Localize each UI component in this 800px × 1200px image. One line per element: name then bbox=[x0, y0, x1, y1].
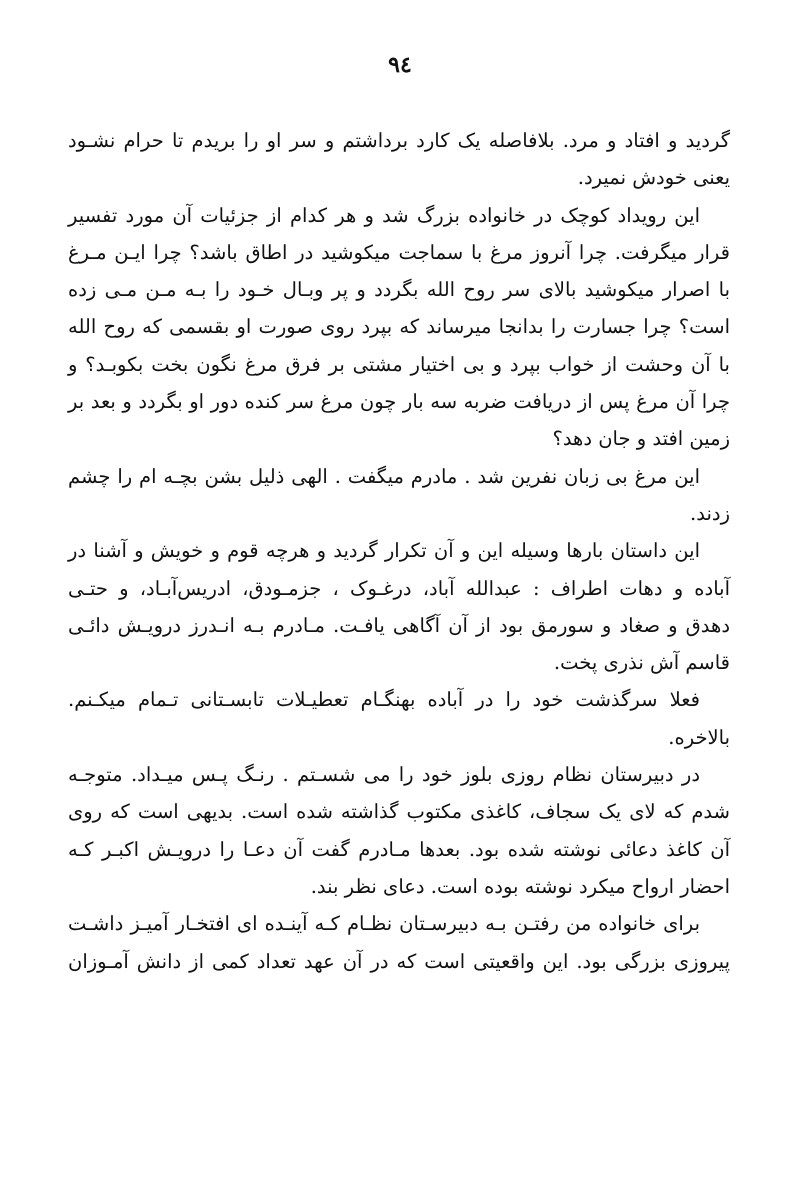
text-line: با اصرار میکوشید بالای سر روح الله بگردد و پر وبـال خـود را بـه مـن مـی زده bbox=[68, 278, 730, 302]
text-line: قرار میگرفت. چرا آنروز مرغ با سماجت میکوشید در اطاق باشد؟ چرا ایـن مـرغ bbox=[68, 240, 730, 264]
text-line: این رویداد کوچک در خانواده بزرگ شد و هر کدام از جزئیات آن مورد تفسیر bbox=[68, 203, 700, 227]
text-line: فعلا سرگذشت خود را در آباده بهنگـام تعطیـلات تابسـتانی تـمام میکـنم. bbox=[68, 688, 701, 712]
text-line: آباده و دهات اطراف : عبدالله آباد، درغـوک ، جزمـودق، ادریس‌آبـاد، و حتـی bbox=[68, 576, 730, 600]
text-line: قاسم آش نذری پخت. bbox=[553, 651, 730, 675]
text-line: دهدق و صغاد و سورمق بود از آن آگاهی یافـت. مـادرم بـه انـدرز درویـش دائـی bbox=[68, 613, 730, 637]
text-line: آن کاغذ دعائی نوشته شده بود. بعدها مـادرم گفت آن دعـا را درویـش اکبـر کـه bbox=[68, 837, 730, 861]
text-line: این داستان بارها وسیله این و آن تکرار گردید و هرچه قوم و خویش و آشنا در bbox=[68, 539, 700, 563]
text-line: یعنی خودش نمیرد. bbox=[577, 166, 730, 190]
text-line: این مرغ بی زبان نفرین شد . مادرم میگفت . الهی ذلیل بشن بچـه ام را چشم bbox=[68, 464, 700, 488]
page-number: ٩٤ bbox=[388, 52, 412, 78]
text-line: احضار ارواح میکرد نوشته بوده است. دعای نظر بند. bbox=[310, 874, 730, 898]
text-line: شدم که لای یک سجاف، کاغذی مکتوب گذاشته شده است. بدیهی است که روی bbox=[68, 800, 730, 824]
text-line: چرا آن مرغ پس از دریافت ضربه سه بار چون مرغ سر کنده دور او بگردد و بعد بر bbox=[68, 390, 730, 414]
text-line: گردید و افتاد و مرد. بلافاصله یک کارد برداشتم و سر او را بریدم تا حرام نشـود bbox=[68, 129, 730, 152]
text-line: زمین افتد و جان دهد؟ bbox=[552, 427, 730, 451]
text-line: زدند. bbox=[690, 501, 730, 525]
text-line: در دبیرستان نظام روزی بلوز خود را می شسـتم . رنـگ پـس میـداد. متوجـه bbox=[68, 763, 700, 787]
text-line: بالاخره. bbox=[668, 725, 730, 749]
body-text bbox=[68, 122, 730, 980]
text-line: با آن وحشت از خواب بپرد و بی اختیار مشتی بر فرق مرغ نگون بخت بکوبـد؟ و bbox=[68, 352, 730, 376]
text-line: است؟ چرا جسارت را بدانجا میرساند که بپرد روی صورت او بقسمی که روح الله bbox=[68, 315, 730, 339]
text-line: برای خانواده من رفتـن بـه دبیرسـتان نظـام کـه آینـده ای افتخـار آمیـز داشـت bbox=[68, 912, 700, 936]
text-line: پیروزی بزرگی بود. این واقعیتی است که در آن عهد تعداد کمی از دانش آمـوزان bbox=[68, 949, 730, 973]
